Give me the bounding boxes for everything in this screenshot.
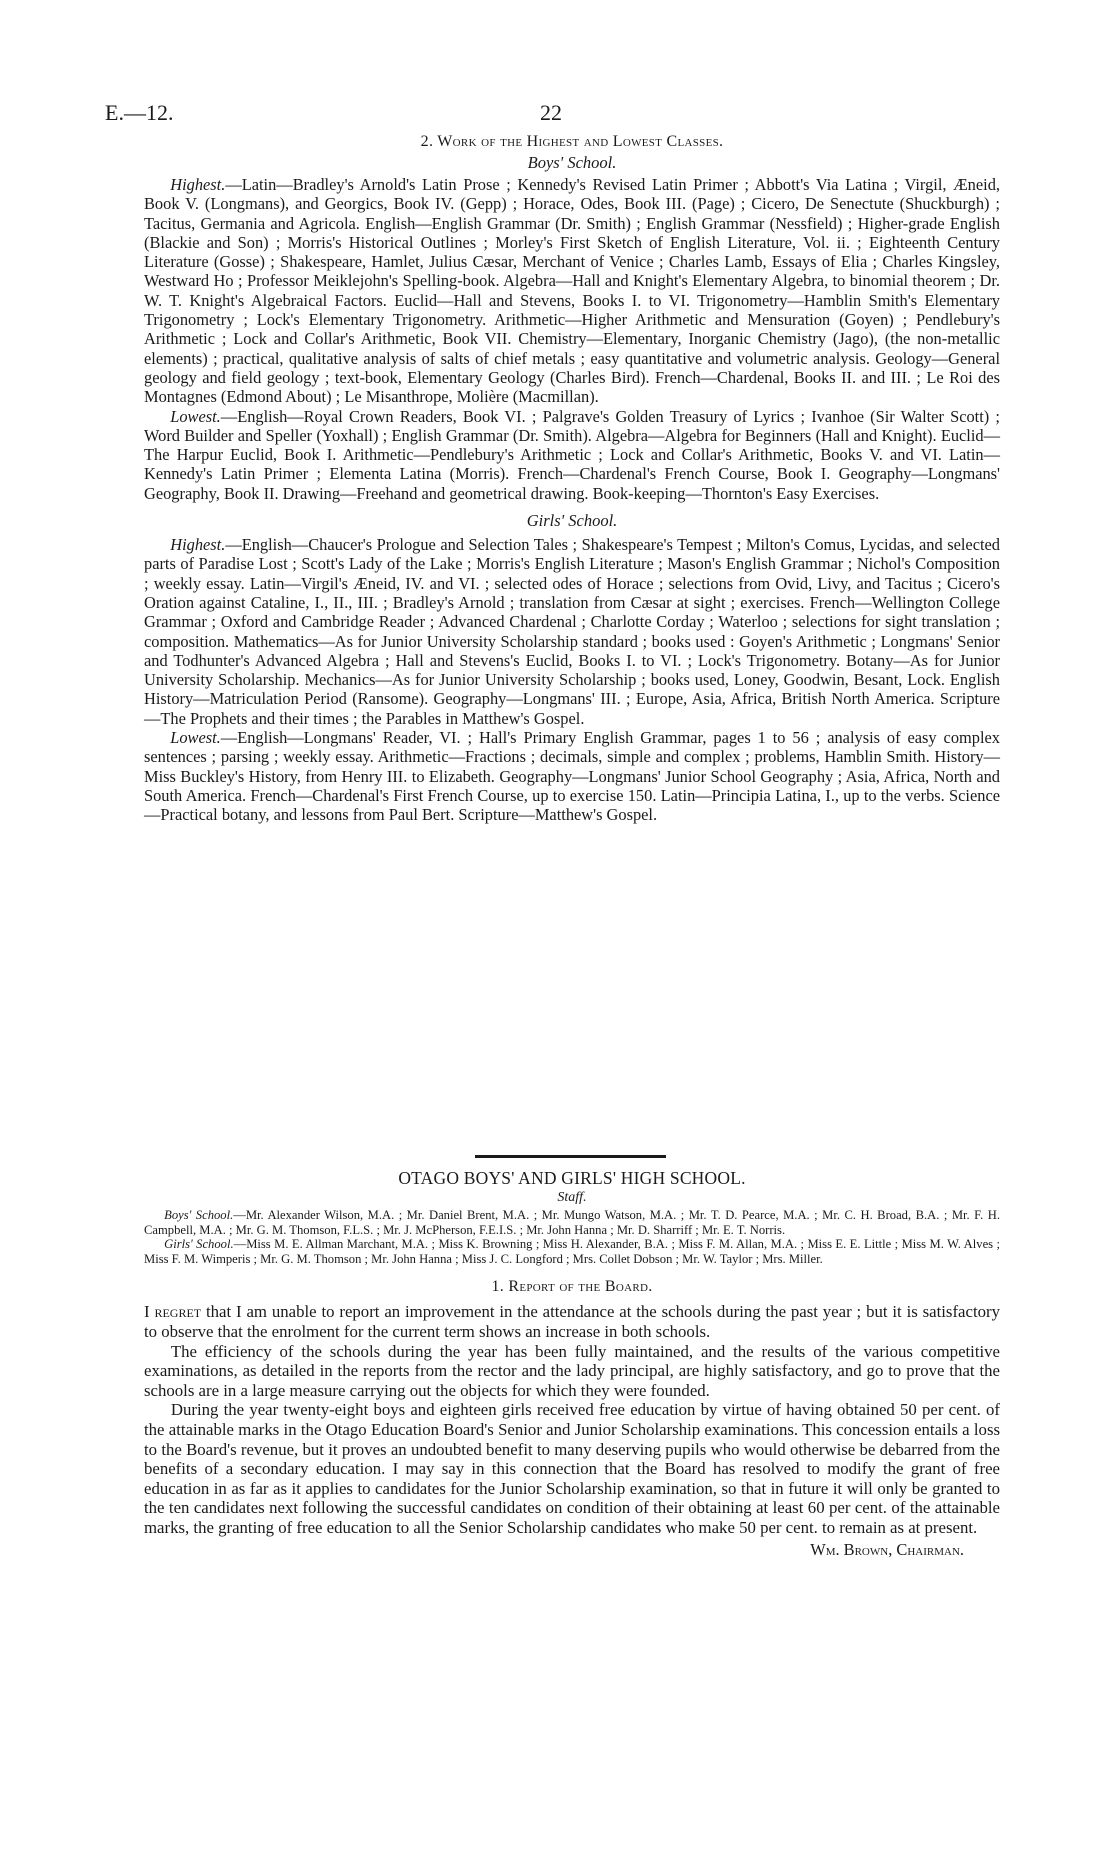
boys-school-subtitle: Boys' School. xyxy=(527,153,617,172)
girls-lowest-paragraph xyxy=(144,728,1000,824)
report-paragraph-3: During the year twenty-eight boys and eighteen girls received free education by virtue of having obtained 50 per cent. of the attainable marks in the Otago Education Board's Senior and Junior Scholarship examinations. This concession entails a loss to the Board's revenue, but it proves an undoubted benefit to many deserving pupils who would otherwise be debarred from the benefits of a secondary education. I may say in this connection that the Board has resolved to modify the grant of free education in as far as it applies to candidates for the Junior Scholarship examination, so that in future it will only be granted to the ten candidates next following the successful candidates on condition of their obtaining at least 60 per cent. of the attainable marks, the granting of free education to all the Senior Scholarship candidates who make 50 per cent. to remain as at present. xyxy=(144,1400,1000,1537)
report-lead-words: I regret xyxy=(144,1302,202,1322)
section-title: 2. Work of the Highest and Lowest Classes. xyxy=(420,133,724,150)
girls-highest-text: —English—Chaucer's Prologue and Selection Tales ; Shakespeare's Tempest ; Milton's Comus, Lycidas, and selected parts of Paradise Lost ; Scott's Lady of the Lake ; Morris's English Literature ; Mason's English Grammar ; Nichol's Composition ; weekly essay. Latin—Virgil's Æneid, IV. and VI. ; selected odes of Horace ; selections from Ovid, Livy, and Tacitus ; Cicero's Oration against Cataline, I., II., III. ; Bradley's Arnold ; translation from Cæsar at sight ; exercises. French—Wellington College Grammar ; Oxford and Cambridge Reader ; Advanced Chardenal ; Charlotte Corday ; Waterloo ; selections for sight translation ; composition. Mathematics—As for Junior University Scholarship standard ; books used : Goyen's Arithmetic ; Longmans' Senior and Todhunter's Advanced Algebra ; Hall and Stevens's Euclid, Books I. to VI. ; Lock's Trigonometry. Botany—As for Junior University Scholarship. Mechanics—As for Junior University Scholarship ; books used, Loney, Goodwin, Besant, Lock. English History—Matriculation Period (Ransome). Geography—Longmans' III. ; Europe, Asia, Africa, British North America. Scripture—The Prophets and their times ; the Parables in Matthew's Gospel. xyxy=(144,535,1000,728)
boys-highest-lead: Highest. xyxy=(170,175,226,194)
document-reference: E.—12. xyxy=(105,100,174,125)
boys-highest-paragraph xyxy=(144,175,1000,407)
work-section xyxy=(144,133,1000,825)
girls-staff-text: —Miss M. E. Allman Marchant, M.A. ; Miss K. Browning ; Miss H. Alexander, B.A. ; Miss F. M. Allan, M.A. ; Miss E. E. Little ; Miss M. W. Alves ; Miss F. M. Wimperis ; Mr. G. M. Thomson ; Mr. John Hanna ; Miss J. C. Longford ; Mrs. Collet Dobson ; Mr. W. Taylor ; Mrs. Miller. xyxy=(144,1237,1000,1266)
boys-staff-lead: Boys' School. xyxy=(164,1208,234,1222)
chairman-signature: Wm. Brown, Chairman. xyxy=(810,1539,964,1559)
report-paragraph-1-text: that I am unable to report an improvement in the attendance at the schools during the past year ; but it is satisfactory to observe that the enrolment for the current term shows an increase in both schools. xyxy=(144,1302,1000,1341)
boys-staff-paragraph xyxy=(144,1208,1000,1237)
girls-staff-paragraph xyxy=(144,1237,1000,1266)
otago-section xyxy=(144,1168,1000,1560)
report-paragraph-2: The efficiency of the schools during the year has been fully maintained, and the results of the various competitive examinations, as detailed in the reports from the rector and the lady principal, are highly satisfactory, and go to prove that the schools are in a large measure carrying out the objects for which they were founded. xyxy=(144,1341,1000,1400)
girls-highest-lead: Highest. xyxy=(170,535,226,555)
school-heading: OTAGO BOYS' AND GIRLS' HIGH SCHOOL. xyxy=(398,1168,746,1188)
page-number: 22 xyxy=(540,100,562,125)
girls-lowest-lead: Lowest. xyxy=(170,728,221,748)
boys-lowest-paragraph xyxy=(144,407,1000,503)
section-divider xyxy=(475,1155,666,1158)
girls-school-subtitle: Girls' School. xyxy=(526,511,618,531)
girls-lowest-text: —English—Longmans' Reader, VI. ; Hall's Primary English Grammar, pages 1 to 56 ; analysis of easy complex sentences ; parsing ; weekly essay. Arithmetic—Fractions ; decimals, simple and complex ; problems, Hamblin Smith. History—Miss Buckley's History, from Henry III. to Elizabeth. Geography—Longmans' Junior School Geography ; Asia, Africa, North and South America. French—Chardenal's First French Course, up to exercise 150. Latin—Principia Latina, I., up to the verbs. Science—Practical botany, and lessons from Paul Bert. Scripture—Matthew's Gospel. xyxy=(144,728,1000,825)
report-paragraph-1 xyxy=(144,1302,1000,1341)
boys-lowest-lead: Lowest. xyxy=(170,406,221,426)
staff-title: Staff. xyxy=(557,1190,587,1205)
boys-staff-text: —Mr. Alexander Wilson, M.A. ; Mr. Daniel Brent, M.A. ; Mr. Mungo Watson, M.A. ; Mr. T. D. Pearce, M.A. ; Mr. C. H. Broad, B.A. ; Mr. F. H. Campbell, M.A. ; Mr. G. M. Thomson, F.L.S. ; Mr. J. McPherson, F.E.I.S. ; Mr. John Hanna ; Mr. D. Sharriff ; Mr. E. T. Norris. xyxy=(144,1208,1000,1237)
girls-highest-paragraph xyxy=(144,535,1000,728)
boys-lowest-text: —English—Royal Crown Readers, Book VI. ; Palgrave's Golden Treasury of Lyrics ; Ivanhoe (Sir Walter Scott) ; Word Builder and Speller (Yoxhall) ; English Grammar (Dr. Smith). Algebra—Algebra for Beginners (Hall and Knight). Euclid—The Harpur Euclid, Book I. Arithmetic—Pendlebury's Arithmetic ; Lock and Collar's Arithmetic, Books V. and VI. Latin—Kennedy's Latin Primer ; Elementa Latina (Morris). French—Chardenal's French Course, Book I. Geography—Longmans' Geography, Book II. Drawing—Freehand and geometrical drawing. Book-keeping—Thornton's Easy Exercises. xyxy=(144,406,1000,503)
girls-staff-lead: Girls' School. xyxy=(164,1237,234,1252)
board-report-title: 1. Report of the Board. xyxy=(491,1278,653,1296)
boys-highest-text: —Latin—Bradley's Arnold's Latin Prose ; Kennedy's Revised Latin Primer ; Abbott's Via Latina ; Virgil, Æneid, Book V. (Longmans), and Georgics, Book IV. (Gepp) ; Horace, Odes, Book III. (Page) ; Cicero, De Senectute (Shuckburgh) ; Tacitus, Germania and Agricola. English—English Grammar (Dr. Smith) ; English Grammar (Nessfield) ; Higher-grade English (Blackie and Son) ; Morris's Historical Outlines ; Morley's First Sketch of English Literature, Vol. ii. ; Eighteenth Century Literature (Gosse) ; Shakespeare, Hamlet, Julius Cæsar, Merchant of Venice ; Charles Lamb, Essays of Elia ; Charles Kingsley, Westward Ho ; Professor Meiklejohn's Spelling-book. Algebra—Hall and Knight's Elementary Algebra, to binomial theorem ; Dr. W. T. Knight's Algebraical Factors. Euclid—Hall and Stevens, Books I. to VI. Trigonometry—Hamblin Smith's Elementary Trigonometry ; Lock's Elementary Trigonometry. Arithmetic—Higher Arithmetic and Mensuration (Goyen) ; Pendlebury's Arithmetic ; Lock and Collar's Arithmetic, Book VII. Chemistry—Elementary, Inorganic Chemistry (Jago), (the non-metallic elements) ; practical, qualitative analysis of salts of chief metals ; easy quantitative and volumetric analysis. Geology—General geology and field geology ; text-book, Elementary Geology (Charles Bird). French—Chardenal, Books II. and III. ; Le Roi des Montagnes (Edmond About) ; Le Misanthrope, Molière (Macmillan). xyxy=(144,175,1000,407)
